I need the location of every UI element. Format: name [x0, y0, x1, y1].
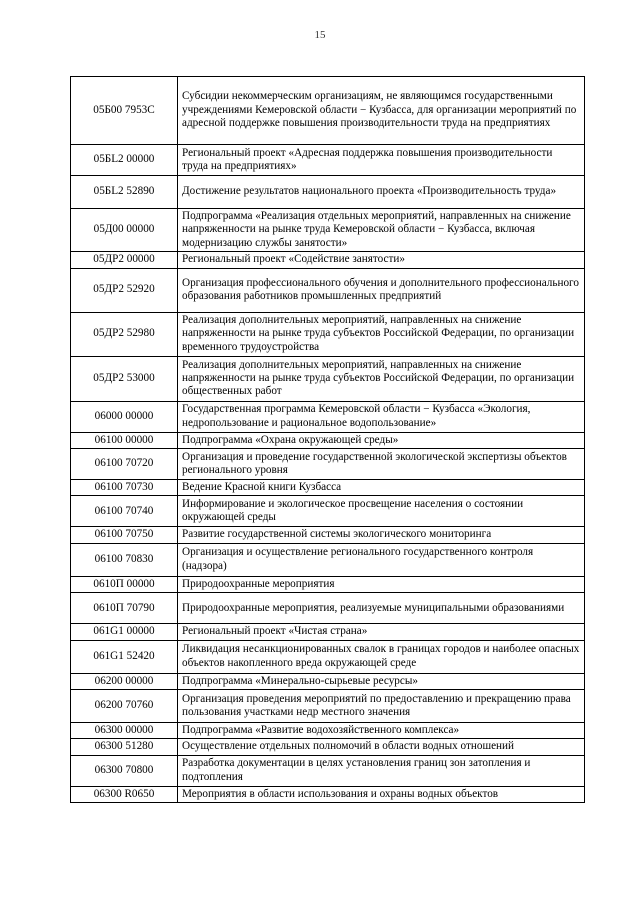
table-row — [71, 209, 585, 252]
code-cell: 06100 70720 — [71, 449, 178, 480]
table-row — [71, 593, 585, 624]
description-cell: Разработка документации в целях установления границ зон затопления и подтопления — [178, 755, 585, 786]
description-cell: Организация проведения мероприятий по предоставлению и прекращению права пользования участками недр местного значения — [178, 690, 585, 723]
table-row — [71, 739, 585, 755]
description-cell: Реализация дополнительных мероприятий, направленных на снижение напряженности на рынке труда субъектов Российской Федерации, по организации временного трудоустройства — [178, 312, 585, 356]
description-cell: Природоохранные мероприятия — [178, 576, 585, 592]
description-cell: Развитие государственной системы экологического мониторинга — [178, 527, 585, 543]
table-row — [71, 723, 585, 739]
code-cell: 05ДР2 53000 — [71, 356, 178, 401]
description-cell: Ведение Красной книги Кузбасса — [178, 480, 585, 496]
table-row — [71, 527, 585, 543]
description-cell: Природоохранные мероприятия, реализуемые муниципальными образованиями — [178, 593, 585, 624]
description-cell: Реализация дополнительных мероприятий, направленных на снижение напряженности на рынке труда субъектов Российской Федерации, по организации общественных работ — [178, 356, 585, 401]
code-cell: 06100 70830 — [71, 543, 178, 576]
table-row — [71, 356, 585, 401]
code-cell: 05Д00 00000 — [71, 209, 178, 252]
table-row — [71, 432, 585, 448]
code-cell: 06300 00000 — [71, 723, 178, 739]
code-cell: 06000 00000 — [71, 401, 178, 432]
code-cell: 06100 00000 — [71, 432, 178, 448]
description-cell: Ликвидация несанкционированных свалок в границах городов и наиболее опасных объектов накопленного вреда окружающей среде — [178, 640, 585, 673]
code-cell: 05ДР2 52920 — [71, 268, 178, 312]
table-row — [71, 252, 585, 268]
description-cell: Подпрограмма «Охрана окружающей среды» — [178, 432, 585, 448]
description-cell: Организация профессионального обучения и дополнительного профессионального образования работников промышленных предприятий — [178, 268, 585, 312]
code-cell: 06200 70760 — [71, 690, 178, 723]
description-cell: Организация и проведение государственной экологической экспертизы объектов регионального уровня — [178, 449, 585, 480]
description-cell: Государственная программа Кемеровской области − Кузбасса «Экология, недропользование и рациональное водопользование» — [178, 401, 585, 432]
code-cell: 06100 70740 — [71, 496, 178, 527]
code-cell: 06300 51280 — [71, 739, 178, 755]
description-cell: Региональный проект «Чистая страна» — [178, 624, 585, 640]
code-cell: 05БL2 52890 — [71, 176, 178, 209]
description-cell: Подпрограмма «Развитие водохозяйственного комплекса» — [178, 723, 585, 739]
table-row — [71, 77, 585, 145]
table-row — [71, 786, 585, 802]
page-number: 15 — [314, 29, 326, 41]
code-cell: 06300 70800 — [71, 755, 178, 786]
budget-classification-table — [70, 76, 585, 803]
description-cell: Региональный проект «Адресная поддержка повышения производительности труда на предприятиях» — [178, 145, 585, 176]
table-row — [71, 449, 585, 480]
table-row — [71, 543, 585, 576]
table-row — [71, 690, 585, 723]
table-row — [71, 480, 585, 496]
description-cell: Региональный проект «Содействие занятости» — [178, 252, 585, 268]
description-cell: Субсидии некоммерческим организациям, не являющимся государственными учреждениями Кемеровской области − Кузбасса, для организации мероприятий по адресной поддержке повышения производительности труда на предприятиях — [178, 77, 585, 145]
table-row — [71, 673, 585, 689]
description-cell: Мероприятия в области использования и охраны водных объектов — [178, 786, 585, 802]
code-cell: 0610П 70790 — [71, 593, 178, 624]
table-row — [71, 755, 585, 786]
code-cell: 06100 70750 — [71, 527, 178, 543]
code-cell: 05ДР2 52980 — [71, 312, 178, 356]
table-row — [71, 176, 585, 209]
table-row — [71, 624, 585, 640]
code-cell: 061G1 00000 — [71, 624, 178, 640]
code-cell: 0610П 00000 — [71, 576, 178, 592]
table-row — [71, 496, 585, 527]
code-cell: 05БL2 00000 — [71, 145, 178, 176]
description-cell: Осуществление отдельных полномочий в области водных отношений — [178, 739, 585, 755]
code-cell: 061G1 52420 — [71, 640, 178, 673]
code-cell: 05ДР2 00000 — [71, 252, 178, 268]
description-cell: Организация и осуществление регионального государственного контроля (надзора) — [178, 543, 585, 576]
table-row — [71, 145, 585, 176]
description-cell: Подпрограмма «Реализация отдельных мероприятий, направленных на снижение напряженности на рынке труда Кемеровской области − Кузбасса, включая модернизацию службы занятости» — [178, 209, 585, 252]
description-cell: Информирование и экологическое просвещение населения о состоянии окружающей среды — [178, 496, 585, 527]
table-row — [71, 401, 585, 432]
code-cell: 06100 70730 — [71, 480, 178, 496]
table-row — [71, 312, 585, 356]
code-cell: 06300 R0650 — [71, 786, 178, 802]
table-row — [71, 576, 585, 592]
table-row — [71, 268, 585, 312]
code-cell: 06200 00000 — [71, 673, 178, 689]
description-cell: Подпрограмма «Минерально-сырьевые ресурсы» — [178, 673, 585, 689]
table-row — [71, 640, 585, 673]
code-cell: 05Б00 7953С — [71, 77, 178, 145]
description-cell: Достижение результатов национального проекта «Производительность труда» — [178, 176, 585, 209]
